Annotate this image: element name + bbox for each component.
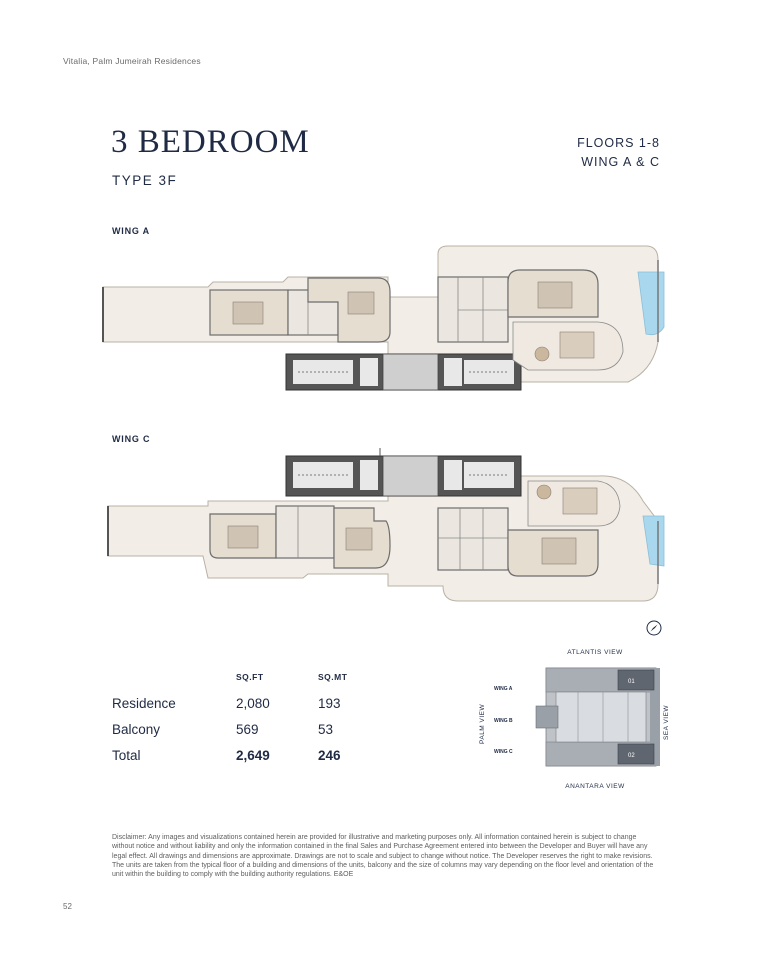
page-number: 52 <box>63 902 72 911</box>
keyplan-wing-c: WING C <box>494 749 513 755</box>
total-sqft: 2,649 <box>236 748 270 763</box>
keyplan-wing-a: WING A <box>494 686 513 692</box>
disclaimer-text: Disclaimer: Any images and visualizations contained herein are provided for illustrative and marketing purposes only. All information contained herein is subject to change without notice and without liability and only the information contained in the final Sales and Purchase Agreement entered into between the Developer and Buyer will have any legal effect. All drawings and dimensions are approximate. Drawings are not to scale and subject to change without notice. The Developer reserves the right to make revisions. The units are taken from the typical floor of a building and dimensions of the units, balcony and the size of columns may vary depending on the floor level and orientation of the unit within the building to comply with the building authority regulations. E&OE <box>112 834 654 879</box>
unit-type: TYPE 3F <box>112 173 178 188</box>
balcony-label: Balcony <box>112 722 161 737</box>
document-title: Vitalia, Palm Jumeirah Residences <box>63 56 201 66</box>
keyplan-unit-01: 01 <box>628 679 635 685</box>
unit-title: 3 BEDROOM <box>111 124 310 160</box>
wing-c-floor-plan <box>98 446 668 606</box>
keyplan-unit-02: 02 <box>628 753 635 759</box>
keyplan-right-label: SEA VIEW <box>663 704 670 740</box>
residence-sqft: 2,080 <box>236 696 270 711</box>
sqft-header: SQ.FT <box>236 672 264 682</box>
total-label: Total <box>112 748 141 763</box>
compass-icon <box>646 620 662 636</box>
floors-info <box>577 134 660 172</box>
keyplan-wing-b: WING B <box>494 718 513 724</box>
residence-label: Residence <box>112 696 176 711</box>
key-plan <box>478 644 678 794</box>
balcony-sqmt: 53 <box>318 722 334 737</box>
wing-a-floor-plan <box>98 242 668 392</box>
balcony-sqft: 569 <box>236 722 259 737</box>
residence-sqmt: 193 <box>318 696 341 711</box>
floors-label: FLOORS 1-8 <box>577 136 660 150</box>
keyplan-left-label: PALM VIEW <box>479 703 486 744</box>
wing-c-label: WING C <box>112 434 151 444</box>
sqmt-header: SQ.MT <box>318 672 348 682</box>
keyplan-bottom-label: ANANTARA VIEW <box>565 783 625 790</box>
wings-label: WING A & C <box>581 155 660 169</box>
wing-a-label: WING A <box>112 226 150 236</box>
total-sqmt: 246 <box>318 748 341 763</box>
keyplan-top-label: ATLANTIS VIEW <box>567 649 623 656</box>
